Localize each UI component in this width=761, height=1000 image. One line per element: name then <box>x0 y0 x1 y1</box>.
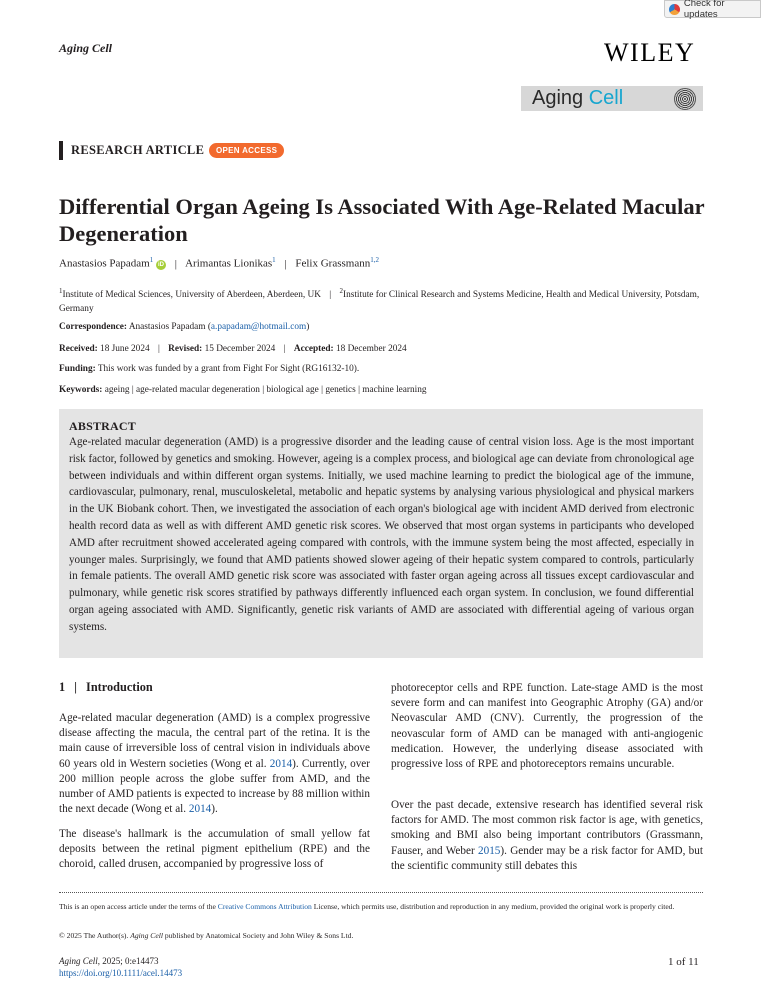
paragraph-text: ). Currently, over 200 million people across the globe suffer from AMD, and the number of AMD patients is expected to increase by 88 million within the next decade (Wong et al. <box>59 757 370 816</box>
keywords-label: Keywords: <box>59 385 103 395</box>
abstract-heading: ABSTRACT <box>69 419 136 433</box>
citation-link[interactable]: 2014 <box>269 757 293 770</box>
society-seal-icon <box>674 88 696 110</box>
received-date: 18 June 2024 <box>100 344 150 354</box>
keywords <box>59 385 427 395</box>
footer-citation: , 2025; 0:e14473 <box>97 956 159 966</box>
section-title: Introduction <box>86 680 153 694</box>
author-separator: | <box>284 257 287 270</box>
author-name[interactable]: Arimantas Lionikas <box>185 257 273 270</box>
received-label: Received: <box>59 344 98 354</box>
open-access-badge: OPEN ACCESS <box>209 143 284 158</box>
journal-banner <box>521 86 703 111</box>
correspondence-label: Correspondence: <box>59 322 127 332</box>
check-for-updates-button[interactable] <box>664 0 761 18</box>
accepted-label: Accepted: <box>293 344 334 354</box>
correspondence-email-link[interactable]: a.papadam@hotmail.com <box>210 322 307 332</box>
license-link[interactable]: Creative Commons Attribution <box>217 902 312 911</box>
license-text: This is an open access article under the terms of the <box>59 902 218 911</box>
affiliation-sup: 2 <box>339 287 343 295</box>
copyright-journal: Aging Cell <box>130 931 163 940</box>
author-list <box>59 256 379 270</box>
affiliation-2: Institute for Clinical Research and Systems Medicine, Health and Medical University, Potsdam, Germany <box>59 290 700 315</box>
crossmark-icon <box>669 4 680 15</box>
funding <box>59 364 359 374</box>
affiliations <box>59 284 709 316</box>
citation-footer <box>59 956 182 979</box>
citation-link[interactable]: 2014 <box>188 803 212 816</box>
correspondence-name: Anastasios Papadam <box>128 322 206 332</box>
copyright-note <box>59 931 353 940</box>
accepted-date: 18 December 2024 <box>335 344 407 354</box>
publisher-logo: WILEY <box>604 38 696 67</box>
page-number: 1 of 11 <box>668 956 699 968</box>
article-title: Differential Organ Ageing Is Associated With Age-Related Macular Degeneration <box>59 194 705 246</box>
abstract-text: Age-related macular degeneration (AMD) is a progressive disorder and the leading cause of central vision loss. Age is the most important risk factor, followed by genetics and smoking. However, ageing is a complex process, and biological age can deviate from chronological age between individuals and within different organ systems. Initially, we used machine learning to predict the biological age of the immune, cardiovascular, pulmonary, renal, musculoskeletal, metabolic and hepatic systems by analysing various physiological and physical markers in the UK Biobank cohort. Then, we investigated the association of each organ's biological age with incident AMD derived from electronic health record data as well as with different AMD genetic risk scores. We observed that most organ systems in participants who developed AMD after recruitment showed accelerated ageing compared with controls, with the immune system being the most affected, especially in younger males. Surprisingly, we found that AMD patients showed slower ageing of their hepatic system compared to controls, particularly in female patients. The overall AMD genetic risk score was associated with faster organ ageing across all tissues except cardiovascular and pulmonary, while genetic risk scores stratified by pathways differently influenced each organ system. In conclusion, we found differential organ ageing associated with AMD. Significantly, genetic risk variants of AMD are associated with differential ageing of various organ systems. <box>69 436 694 633</box>
banner-word-cell: Cell <box>588 87 624 109</box>
author-name[interactable]: Anastasios Papadam <box>59 257 150 270</box>
revised-date: 15 December 2024 <box>204 344 276 354</box>
date-separator: | <box>157 344 160 354</box>
orcid-icon[interactable]: iD <box>157 261 164 268</box>
footnote-divider <box>59 892 703 893</box>
affiliation-1: Institute of Medical Sciences, University of Aberdeen, Aberdeen, UK <box>62 290 321 301</box>
author-name[interactable]: Felix Grassmann <box>295 257 371 270</box>
body-paragraph <box>391 798 703 874</box>
citation-link[interactable]: 2015 <box>478 844 501 857</box>
body-paragraph: The disease's hallmark is the accumulation of small yellow fat deposits between the retinal pigment epithelium (RPE) and the choroid, called drusen, accompanied by progressive loss of <box>59 828 370 871</box>
funding-label: Funding: <box>59 364 96 374</box>
body-paragraph <box>59 711 370 817</box>
copyright-text: © 2025 The Author(s). <box>59 931 131 940</box>
paragraph-text: ). Gender may be a risk factor for AMD, but the scientific community still debates this <box>391 844 703 872</box>
correspondence: Correspondence: Anastasios Papadam (a.papadam@hotmail.com) <box>59 322 310 332</box>
keywords-text: ageing | age-related macular degeneration | biological age | genetics | machine learning <box>104 385 427 395</box>
paragraph-text: Age-related macular degeneration (AMD) is a complex progressive disease affecting the macula, the central part of the retina. It is the main cause of irreversible loss of central vision in individuals above 60 years old in Western societies (Wong et al. <box>59 712 370 770</box>
author-affiliation-sup: 1 <box>149 256 154 264</box>
article-type: RESEARCH ARTICLE <box>71 143 205 157</box>
paragraph-text: Over the past decade, extensive research has identified several risk factors for AMD. The most common risk factor is age, with genetics, smoking and BMI also being important contributors (Grassmann, Fauser, and Weber <box>391 799 703 857</box>
license-text: License, which permits use, distribution and reproduction in any medium, provided the original work is properly cited. <box>311 902 675 911</box>
license-note <box>59 900 703 913</box>
author-affiliation-sup: 1,2 <box>370 256 379 264</box>
author-separator: | <box>174 257 177 270</box>
author-affiliation-sup: 1 <box>272 256 276 264</box>
affiliation-sup: 1 <box>59 287 63 295</box>
journal-name: Aging Cell <box>59 41 113 55</box>
date-separator: | <box>283 344 286 354</box>
copyright-text: published by Anatomical Society and John Wiley & Sons Ltd. <box>162 931 354 940</box>
body-paragraph: photoreceptor cells and RPE function. Late-stage AMD is the most severe form and can manifest into Geographic Atrophy (GA) and/or Neovascular AMD (CNV). Currently, the progression of the neovascular form of AMD can be managed with anti-angiogenic medication. However, the underlying disease associated with progressive loss of RPE and photoreceptors remains uncurable. <box>391 682 703 771</box>
affiliation-separator: | <box>329 290 332 301</box>
funding-text: This work was funded by a grant from Fight For Sight (RG16132-10). <box>97 364 360 374</box>
article-type-marker <box>59 141 63 160</box>
paragraph-text: ). <box>211 803 218 816</box>
section-separator: | <box>74 680 77 694</box>
banner-word-aging: Aging <box>532 87 584 109</box>
article-dates <box>59 344 407 354</box>
revised-label: Revised: <box>168 344 203 354</box>
footer-journal: Aging Cell <box>59 956 98 966</box>
doi-link[interactable]: https://doi.org/10.1111/acel.14473 <box>59 967 183 978</box>
section-number: 1 <box>59 680 66 694</box>
check-for-updates-label: Check for updates <box>683 0 725 20</box>
section-heading <box>59 680 153 695</box>
